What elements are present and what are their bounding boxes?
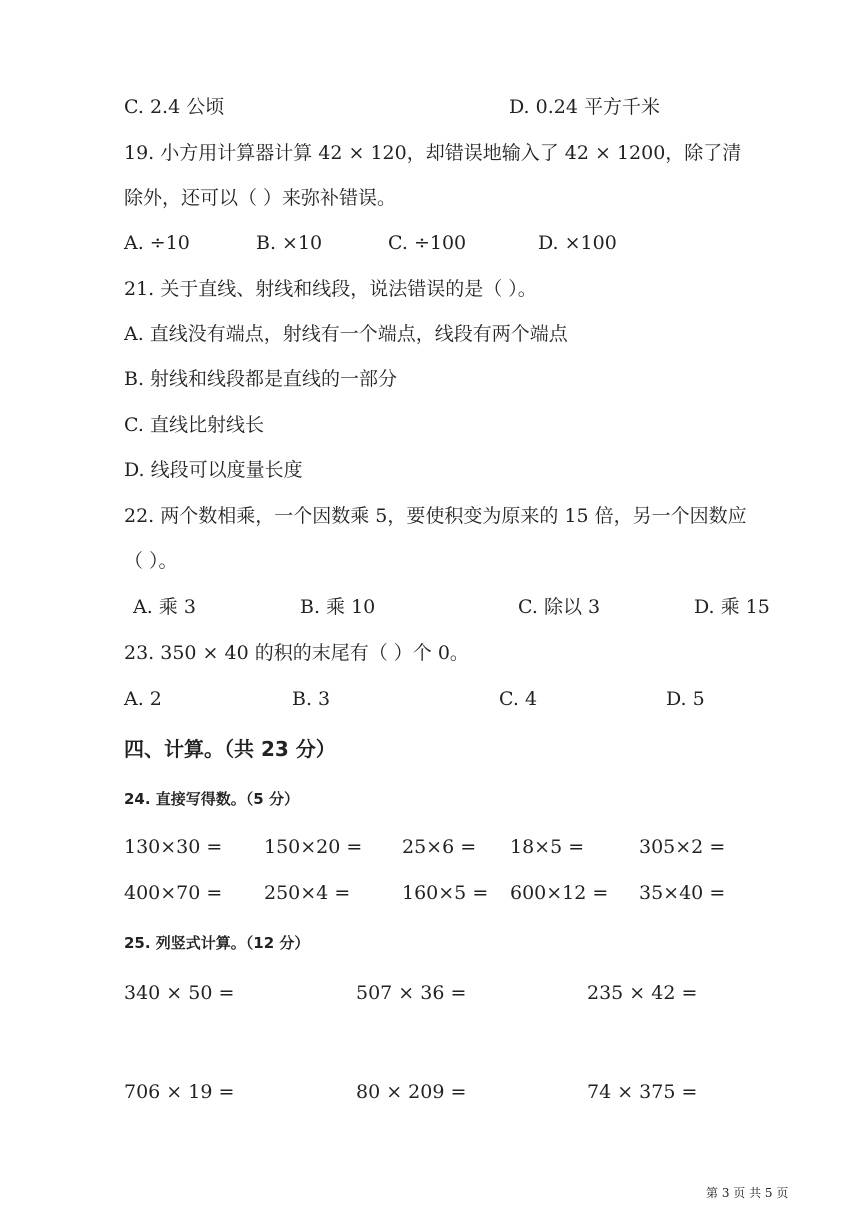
q24-r1-c4: 18×5 = [510, 836, 585, 858]
q25-r2-c1: 706 × 19 = [124, 1081, 235, 1103]
q22-stem-line1: 22. 两个数相乘，一个因数乘 5，要使积变为原来的 15 倍，另一个因数应 [124, 505, 747, 527]
q18-option-c: C. 2.4 公顷 [124, 96, 225, 118]
q24-r1-c5: 305×2 = [639, 836, 726, 858]
q23-option-a: A. 2 [124, 688, 162, 710]
section-heading: 四、计算。（共 23 分） [124, 737, 336, 761]
q24-r2-c5: 35×40 = [639, 882, 726, 904]
q22-stem-line2: （ ）。 [124, 550, 178, 572]
q24-r2-c2: 250×4 = [264, 882, 351, 904]
q24-r2-c3: 160×5 = [402, 882, 489, 904]
q25-title: 25. 列竖式计算。（12 分） [124, 934, 310, 952]
q25-r1-c2: 507 × 36 = [356, 982, 467, 1004]
q22-option-d: D. 乘 15 [694, 596, 770, 618]
q19-stem-line1: 19. 小方用计算器计算 42 × 120，却错误地输入了 42 × 1200，除了清 [124, 142, 742, 164]
q25-r1-c3: 235 × 42 = [587, 982, 698, 1004]
q19-stem-line2: 除外，还可以（ ）来弥补错误。 [124, 187, 397, 209]
q24-r2-c1: 400×70 = [124, 882, 223, 904]
q22-option-a: A. 乘 3 [133, 596, 196, 618]
q25-r2-c2: 80 × 209 = [356, 1081, 467, 1103]
q25-r1-c1: 340 × 50 = [124, 982, 235, 1004]
q23-option-c: C. 4 [499, 688, 538, 710]
q24-r1-c1: 130×30 = [124, 836, 223, 858]
q21-option-c: C. 直线比射线长 [124, 414, 264, 436]
q18-option-d: D. 0.24 平方千米 [509, 96, 660, 118]
q21-option-d: D. 线段可以度量长度 [124, 459, 303, 481]
q19-option-a: A. ÷10 [124, 232, 190, 254]
q24-r2-c4: 600×12 = [510, 882, 609, 904]
q19-option-c: C. ÷100 [388, 232, 467, 254]
q24-title: 24. 直接写得数。（5 分） [124, 790, 299, 808]
q22-option-c: C. 除以 3 [518, 596, 601, 618]
page-number: 第 3 页 共 5 页 [706, 1186, 789, 1200]
q24-r1-c3: 25×6 = [402, 836, 477, 858]
q21-stem: 21. 关于直线、射线和线段，说法错误的是（ ）。 [124, 278, 537, 300]
q21-option-a: A. 直线没有端点，射线有一个端点，线段有两个端点 [124, 323, 568, 345]
q19-option-d: D. ×100 [538, 232, 617, 254]
q24-r1-c2: 150×20 = [264, 836, 363, 858]
q23-stem: 23. 350 × 40 的积的末尾有（ ）个 0。 [124, 642, 469, 664]
q23-option-d: D. 5 [666, 688, 705, 710]
q23-option-b: B. 3 [292, 688, 331, 710]
q25-r2-c3: 74 × 375 = [587, 1081, 698, 1103]
q19-option-b: B. ×10 [256, 232, 323, 254]
q22-option-b: B. 乘 10 [300, 596, 376, 618]
q21-option-b: B. 射线和线段都是直线的一部分 [124, 368, 398, 390]
